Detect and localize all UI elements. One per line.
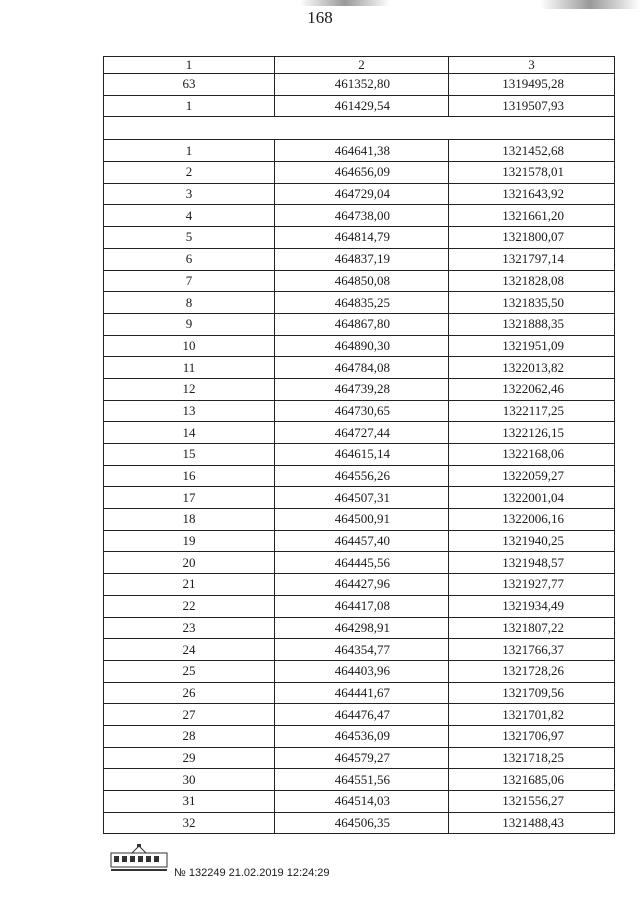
point-number-cell: 17 — [104, 487, 275, 509]
table-row — [104, 95, 615, 117]
x-coordinate-cell: 464729,04 — [275, 183, 449, 205]
table-header-row — [104, 57, 615, 74]
point-number-cell: 63 — [104, 74, 275, 96]
y-coordinate-cell: 1321797,14 — [449, 248, 615, 270]
y-coordinate-cell: 1321940,25 — [449, 530, 615, 552]
table-row — [104, 574, 615, 596]
table-row — [104, 378, 615, 400]
table-row — [104, 205, 615, 227]
building-stamp-icon — [110, 843, 168, 873]
y-coordinate-cell: 1322117,25 — [449, 400, 615, 422]
x-coordinate-cell: 464445,56 — [275, 552, 449, 574]
point-number-cell: 26 — [104, 682, 275, 704]
y-coordinate-cell: 1321685,06 — [449, 769, 615, 791]
y-coordinate-cell: 1321661,20 — [449, 205, 615, 227]
table-row — [104, 487, 615, 509]
x-coordinate-cell: 464784,08 — [275, 357, 449, 379]
column-header: 2 — [275, 57, 449, 74]
x-coordinate-cell: 464739,28 — [275, 378, 449, 400]
x-coordinate-cell: 461429,54 — [275, 95, 449, 117]
table-row — [104, 270, 615, 292]
table-row — [104, 617, 615, 639]
y-coordinate-cell: 1321718,25 — [449, 747, 615, 769]
y-coordinate-cell: 1322006,16 — [449, 509, 615, 531]
x-coordinate-cell: 464837,19 — [275, 248, 449, 270]
point-number-cell: 9 — [104, 313, 275, 335]
table-row — [104, 812, 615, 834]
y-coordinate-cell: 1319495,28 — [449, 74, 615, 96]
table-row — [104, 444, 615, 466]
y-coordinate-cell: 1321766,37 — [449, 639, 615, 661]
y-coordinate-cell: 1321828,08 — [449, 270, 615, 292]
x-coordinate-cell: 464457,40 — [275, 530, 449, 552]
point-number-cell: 14 — [104, 422, 275, 444]
x-coordinate-cell: 464514,03 — [275, 791, 449, 813]
table-row — [104, 530, 615, 552]
table-row — [104, 725, 615, 747]
y-coordinate-cell: 1321951,09 — [449, 335, 615, 357]
point-number-cell: 24 — [104, 639, 275, 661]
point-number-cell: 7 — [104, 270, 275, 292]
y-coordinate-cell: 1321927,77 — [449, 574, 615, 596]
x-coordinate-cell: 464536,09 — [275, 725, 449, 747]
table-row — [104, 704, 615, 726]
table-row — [104, 248, 615, 270]
x-coordinate-cell: 464579,27 — [275, 747, 449, 769]
point-number-cell: 20 — [104, 552, 275, 574]
point-number-cell: 15 — [104, 444, 275, 466]
y-coordinate-cell: 1321807,22 — [449, 617, 615, 639]
y-coordinate-cell: 1322059,27 — [449, 465, 615, 487]
x-coordinate-cell: 464441,67 — [275, 682, 449, 704]
y-coordinate-cell: 1321888,35 — [449, 313, 615, 335]
point-number-cell: 3 — [104, 183, 275, 205]
table-row — [104, 74, 615, 96]
x-coordinate-cell: 464890,30 — [275, 335, 449, 357]
y-coordinate-cell: 1321835,50 — [449, 292, 615, 314]
x-coordinate-cell: 464417,08 — [275, 595, 449, 617]
point-number-cell: 23 — [104, 617, 275, 639]
table-row — [104, 509, 615, 531]
y-coordinate-cell: 1321452,68 — [449, 140, 615, 162]
table-row — [104, 552, 615, 574]
y-coordinate-cell: 1322013,82 — [449, 357, 615, 379]
y-coordinate-cell: 1322126,15 — [449, 422, 615, 444]
x-coordinate-cell: 464867,80 — [275, 313, 449, 335]
y-coordinate-cell: 1321701,82 — [449, 704, 615, 726]
point-number-cell: 32 — [104, 812, 275, 834]
table-row — [104, 140, 615, 162]
table-row — [104, 162, 615, 184]
table-row — [104, 400, 615, 422]
point-number-cell: 30 — [104, 769, 275, 791]
point-number-cell: 4 — [104, 205, 275, 227]
table-row — [104, 769, 615, 791]
table-row — [104, 639, 615, 661]
point-number-cell: 25 — [104, 660, 275, 682]
table-row — [104, 335, 615, 357]
separator-cell — [104, 117, 615, 140]
point-number-cell: 21 — [104, 574, 275, 596]
point-number-cell: 2 — [104, 162, 275, 184]
point-number-cell: 1 — [104, 140, 275, 162]
column-header: 1 — [104, 57, 275, 74]
x-coordinate-cell: 464738,00 — [275, 205, 449, 227]
table-row — [104, 183, 615, 205]
y-coordinate-cell: 1321709,56 — [449, 682, 615, 704]
point-number-cell: 18 — [104, 509, 275, 531]
y-coordinate-cell: 1321706,97 — [449, 725, 615, 747]
table-row — [104, 357, 615, 379]
point-number-cell: 31 — [104, 791, 275, 813]
section-separator-row — [104, 117, 615, 140]
x-coordinate-cell: 461352,80 — [275, 74, 449, 96]
point-number-cell: 29 — [104, 747, 275, 769]
y-coordinate-cell: 1322001,04 — [449, 487, 615, 509]
y-coordinate-cell: 1321934,49 — [449, 595, 615, 617]
registration-stamp-text: № 132249 21.02.2019 12:24:29 — [174, 867, 330, 879]
y-coordinate-cell: 1321643,92 — [449, 183, 615, 205]
x-coordinate-cell: 464476,47 — [275, 704, 449, 726]
x-coordinate-cell: 464427,96 — [275, 574, 449, 596]
document-footer — [110, 843, 510, 883]
page-number: 168 — [307, 8, 333, 27]
x-coordinate-cell: 464814,79 — [275, 227, 449, 249]
point-number-cell: 6 — [104, 248, 275, 270]
y-coordinate-cell: 1321578,01 — [449, 162, 615, 184]
x-coordinate-cell: 464506,35 — [275, 812, 449, 834]
column-header: 3 — [449, 57, 615, 74]
coordinates-table — [103, 56, 615, 834]
point-number-cell: 13 — [104, 400, 275, 422]
table-row — [104, 227, 615, 249]
table-row — [104, 465, 615, 487]
x-coordinate-cell: 464656,09 — [275, 162, 449, 184]
point-number-cell: 22 — [104, 595, 275, 617]
x-coordinate-cell: 464507,31 — [275, 487, 449, 509]
point-number-cell: 8 — [104, 292, 275, 314]
x-coordinate-cell: 464727,44 — [275, 422, 449, 444]
table-row — [104, 682, 615, 704]
y-coordinate-cell: 1322062,46 — [449, 378, 615, 400]
table-row — [104, 747, 615, 769]
point-number-cell: 27 — [104, 704, 275, 726]
point-number-cell: 12 — [104, 378, 275, 400]
x-coordinate-cell: 464556,26 — [275, 465, 449, 487]
y-coordinate-cell: 1321556,27 — [449, 791, 615, 813]
point-number-cell: 16 — [104, 465, 275, 487]
x-coordinate-cell: 464403,96 — [275, 660, 449, 682]
y-coordinate-cell: 1321948,57 — [449, 552, 615, 574]
table-row — [104, 660, 615, 682]
y-coordinate-cell: 1321728,26 — [449, 660, 615, 682]
table-row — [104, 595, 615, 617]
table-row — [104, 422, 615, 444]
point-number-cell: 11 — [104, 357, 275, 379]
x-coordinate-cell: 464551,56 — [275, 769, 449, 791]
x-coordinate-cell: 464354,77 — [275, 639, 449, 661]
y-coordinate-cell: 1321800,07 — [449, 227, 615, 249]
point-number-cell: 5 — [104, 227, 275, 249]
point-number-cell: 1 — [104, 95, 275, 117]
y-coordinate-cell: 1322168,06 — [449, 444, 615, 466]
x-coordinate-cell: 464641,38 — [275, 140, 449, 162]
table-row — [104, 791, 615, 813]
x-coordinate-cell: 464730,65 — [275, 400, 449, 422]
table-row — [104, 292, 615, 314]
y-coordinate-cell: 1321488,43 — [449, 812, 615, 834]
x-coordinate-cell: 464850,08 — [275, 270, 449, 292]
x-coordinate-cell: 464298,91 — [275, 617, 449, 639]
y-coordinate-cell: 1319507,93 — [449, 95, 615, 117]
scan-artifact — [300, 0, 390, 6]
point-number-cell: 10 — [104, 335, 275, 357]
table-row — [104, 313, 615, 335]
x-coordinate-cell: 464835,25 — [275, 292, 449, 314]
x-coordinate-cell: 464615,14 — [275, 444, 449, 466]
point-number-cell: 28 — [104, 725, 275, 747]
point-number-cell: 19 — [104, 530, 275, 552]
x-coordinate-cell: 464500,91 — [275, 509, 449, 531]
